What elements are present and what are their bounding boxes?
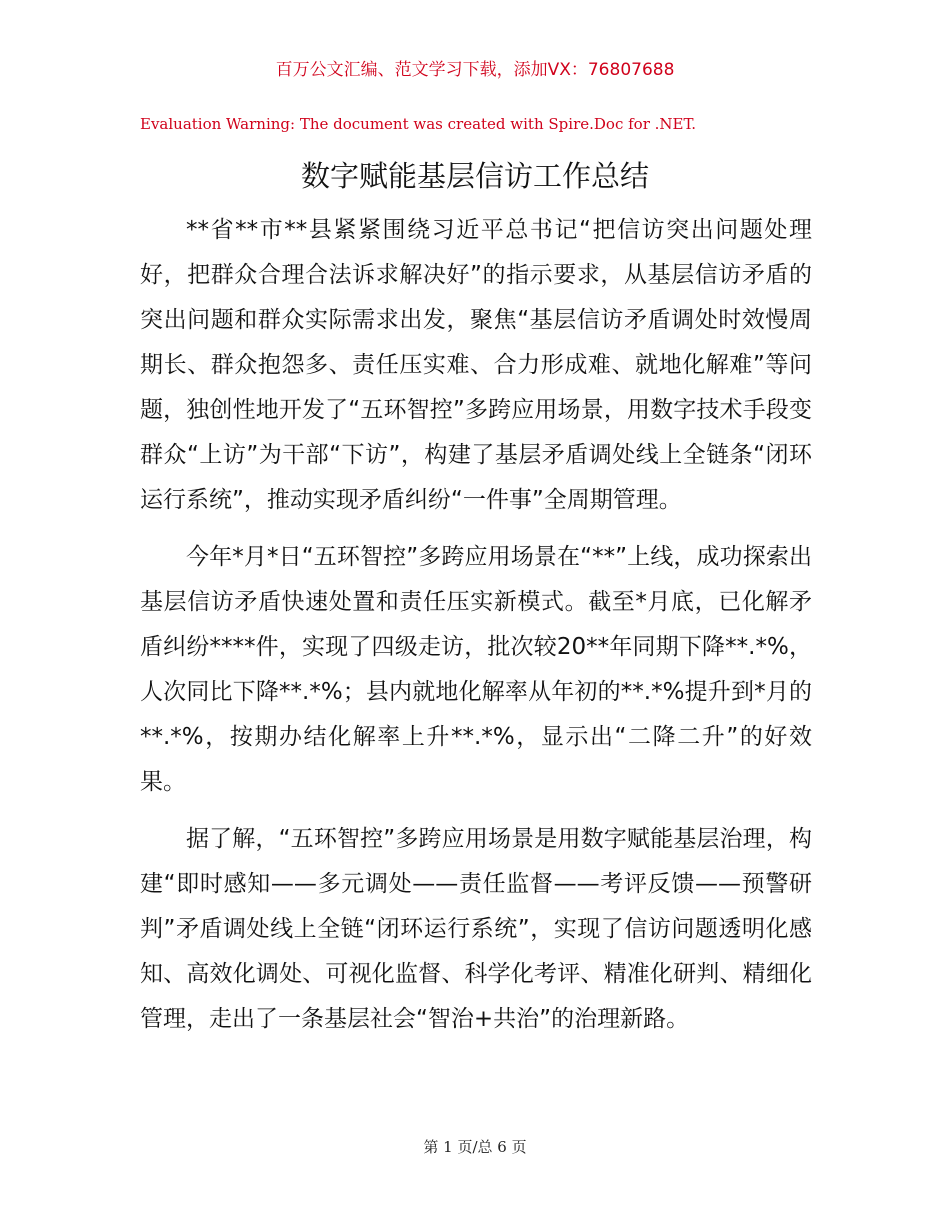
paragraph-3: 据了解，“五环智控”多跨应用场景是用数字赋能基层治理，构建“即时感知——多元调处——责任监督——考评反馈——预警研判”矛盾调处线上全链“闭环运行系统”，实现了信访问题透明化感知、高效化调处、可视化监督、科学化考评、精准化研判、精细化管理，走出了一条基层社会“智治+共治”的治理新路。 (140, 826, 812, 1032)
document-title: 数字赋能基层信访工作总结 (300, 159, 649, 193)
evaluation-warning: Evaluation Warning: The document was created with Spire.Doc for .NET. (140, 115, 697, 133)
paragraph-1: **省**市**县紧紧围绕习近平总书记“把信访突出问题处理好，把群众合理合法诉求解决好”的指示要求，从基层信访矛盾的突出问题和群众实际需求出发，聚焦“基层信访矛盾调处时效慢周期长、群众抱怨多、责任压实难、合力形成难、就地化解难”等问题，独创性地开发了“五环智控”多跨应用场景，用数字技术手段变群众“上访”为干部“下访”，构建了基层矛盾调处线上全链条“闭环运行系统”，推动实现矛盾纠纷“一件事”全周期管理。 (140, 217, 812, 513)
header-ad-banner: 百万公文汇编、范文学习下载，添加VX：76807688 (275, 60, 675, 80)
page-indicator: 第 1 页/总 6 页 (423, 1138, 527, 1156)
document-body (140, 208, 812, 1054)
paragraph-2: 今年*月*日“五环智控”多跨应用场景在“**”上线，成功探索出基层信访矛盾快速处置和责任压实新模式。截至*月底，已化解矛盾纠纷****件，实现了四级走访，批次较20**年同期下降**.*%，人次同比下降**.*%；县内就地化解率从年初的**.*%提升到*月的**.*%，按期办结化解率上升**.*%，显示出“二降二升”的好效果。 (140, 544, 812, 795)
